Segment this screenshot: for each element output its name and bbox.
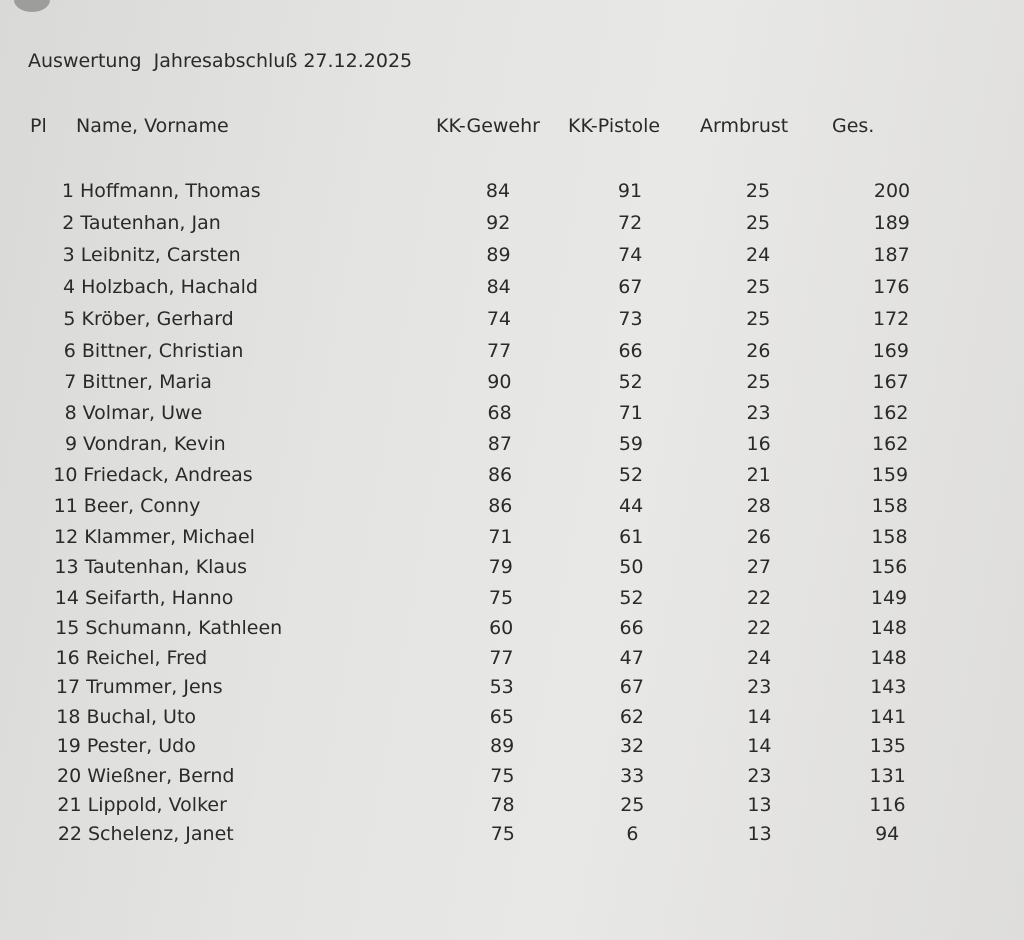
kk-pistole-cell: 44: [619, 495, 644, 517]
kk-pistole-cell: 52: [618, 371, 643, 393]
armbrust-cell: 23: [747, 765, 772, 787]
table-row: [0, 617, 1024, 647]
name-cell: Wießner, Bernd: [87, 765, 235, 787]
total-cell: 158: [871, 495, 908, 517]
name-cell: Beer, Conny: [83, 495, 201, 517]
table-row: [0, 794, 1024, 824]
table-row: [0, 402, 1024, 432]
kk-gewehr-cell: 86: [487, 464, 513, 486]
rank-cell: 20: [57, 765, 82, 787]
rank-cell: 16: [55, 647, 80, 669]
kk-pistole-cell: 25: [620, 794, 645, 816]
table-row: [0, 340, 1024, 370]
kk-gewehr-cell: 89: [486, 244, 511, 266]
kk-gewehr-cell: 71: [488, 526, 513, 548]
armbrust-cell: 23: [746, 402, 771, 424]
name-cell: Buchal, Uto: [86, 706, 197, 728]
total-cell: 143: [870, 676, 907, 698]
name-cell: Klammer, Michael: [84, 526, 255, 548]
total-cell: 131: [869, 765, 906, 787]
armbrust-cell: 25: [746, 371, 771, 393]
table-row: [0, 735, 1024, 765]
table-row: [0, 647, 1024, 677]
armbrust-cell: 25: [745, 180, 771, 202]
table-row: [0, 244, 1024, 274]
armbrust-cell: 22: [746, 587, 772, 609]
rank-cell: 14: [54, 587, 79, 609]
armbrust-cell: 16: [746, 433, 771, 455]
name-cell: Friedack, Andreas: [83, 464, 253, 486]
armbrust-cell: 22: [746, 617, 772, 639]
rank-cell: 19: [56, 735, 81, 757]
kk-pistole-cell: 47: [619, 647, 644, 669]
table-row: [0, 526, 1024, 556]
table-row: [0, 180, 1024, 210]
armbrust-cell: 25: [745, 212, 771, 234]
kk-gewehr-cell: 79: [488, 556, 513, 578]
total-cell: 169: [872, 340, 909, 362]
rank-cell: 10: [53, 464, 78, 486]
kk-pistole-cell: 52: [619, 587, 644, 609]
kk-gewehr-cell: 75: [490, 765, 515, 787]
total-cell: 158: [871, 526, 908, 548]
rank-cell: 1: [61, 180, 74, 202]
name-cell: Bittner, Christian: [81, 340, 244, 362]
table-row: [0, 765, 1024, 795]
kk-gewehr-cell: 87: [487, 433, 512, 455]
rank-cell: 8: [64, 402, 77, 424]
kk-pistole-cell: 66: [618, 340, 643, 362]
table-row: [0, 308, 1024, 338]
table-row: [0, 587, 1024, 617]
armbrust-cell: 26: [746, 340, 771, 362]
table-row: [0, 371, 1024, 401]
header-kk-gewehr: KK-Gewehr: [436, 115, 540, 137]
document-title: Auswertung Jahresabschluß 27.12.2025: [28, 50, 413, 72]
header-total: Ges.: [832, 115, 875, 137]
kk-pistole-cell: 67: [618, 276, 643, 298]
table-row: [0, 676, 1024, 706]
kk-pistole-cell: 73: [618, 308, 643, 330]
name-cell: Trummer, Jens: [86, 676, 223, 698]
kk-pistole-cell: 74: [618, 244, 643, 266]
total-cell: 135: [869, 735, 906, 757]
kk-pistole-cell: 62: [619, 706, 645, 728]
rank-cell: 18: [56, 706, 81, 728]
kk-pistole-cell: 66: [619, 617, 644, 639]
armbrust-cell: 27: [746, 556, 771, 578]
kk-gewehr-cell: 84: [485, 180, 511, 202]
armbrust-cell: 25: [746, 276, 771, 298]
kk-pistole-cell: 61: [619, 526, 644, 548]
header-place: Pl: [30, 115, 47, 137]
table-row: [0, 212, 1024, 242]
total-cell: 172: [872, 308, 910, 330]
armbrust-cell: 14: [747, 706, 772, 728]
total-cell: 148: [870, 647, 907, 669]
kk-pistole-cell: 71: [618, 402, 643, 424]
total-cell: 189: [873, 212, 910, 234]
total-cell: 159: [871, 464, 909, 486]
kk-gewehr-cell: 75: [488, 587, 514, 609]
kk-gewehr-cell: 92: [486, 212, 511, 234]
kk-pistole-cell: 67: [619, 676, 644, 698]
total-cell: 162: [872, 402, 909, 424]
name-cell: Hoffmann, Thomas: [80, 180, 261, 202]
kk-pistole-cell: 52: [618, 464, 644, 486]
total-cell: 176: [873, 276, 910, 298]
kk-pistole-cell: 72: [618, 212, 643, 234]
armbrust-cell: 24: [747, 647, 772, 669]
total-cell: 116: [869, 794, 906, 816]
rank-cell: 17: [55, 676, 81, 698]
armbrust-cell: 13: [747, 823, 772, 845]
name-cell: Tautenhan, Jan: [80, 212, 221, 234]
header-armbrust: Armbrust: [700, 115, 789, 137]
name-cell: Reichel, Fred: [85, 647, 208, 669]
total-cell: 187: [873, 244, 910, 266]
rank-cell: 13: [54, 556, 79, 578]
armbrust-cell: 26: [746, 526, 771, 548]
kk-gewehr-cell: 84: [486, 276, 511, 298]
total-cell: 141: [869, 706, 907, 728]
kk-gewehr-cell: 65: [489, 706, 514, 728]
name-cell: Tautenhan, Klaus: [84, 556, 248, 578]
total-cell: 94: [875, 823, 900, 845]
armbrust-cell: 24: [746, 244, 771, 266]
rank-cell: 3: [62, 244, 75, 266]
armbrust-cell: 21: [746, 464, 771, 486]
kk-pistole-cell: 59: [618, 433, 643, 455]
table-row: [0, 495, 1024, 525]
total-cell: 167: [872, 371, 909, 393]
kk-gewehr-cell: 77: [487, 340, 512, 362]
rank-cell: 12: [54, 526, 79, 548]
armbrust-cell: 23: [747, 676, 772, 698]
name-cell: Schelenz, Janet: [88, 823, 234, 845]
armbrust-cell: 13: [747, 794, 772, 816]
total-cell: 149: [870, 587, 908, 609]
header-name: Name, Vorname: [76, 115, 229, 137]
table-row: [0, 556, 1024, 586]
name-cell: Bittner, Maria: [82, 371, 212, 393]
kk-gewehr-cell: 60: [489, 617, 514, 639]
table-row: [0, 823, 1024, 853]
kk-gewehr-cell: 68: [487, 402, 512, 424]
armbrust-cell: 28: [746, 495, 771, 517]
kk-gewehr-cell: 90: [487, 371, 512, 393]
total-cell: 148: [870, 617, 907, 639]
name-cell: Volmar, Uwe: [82, 402, 203, 424]
kk-gewehr-cell: 75: [490, 823, 515, 845]
rank-cell: 2: [62, 212, 75, 234]
name-cell: Kröber, Gerhard: [81, 308, 234, 330]
name-cell: Leibnitz, Carsten: [80, 244, 241, 266]
table-row: [0, 464, 1024, 494]
kk-gewehr-cell: 86: [488, 495, 513, 517]
kk-gewehr-cell: 53: [489, 676, 514, 698]
armbrust-cell: 14: [747, 735, 772, 757]
rank-cell: 9: [64, 433, 78, 455]
kk-gewehr-cell: 89: [490, 735, 515, 757]
name-cell: Vondran, Kevin: [83, 433, 226, 455]
name-cell: Pester, Udo: [86, 735, 196, 757]
kk-gewehr-cell: 77: [489, 647, 514, 669]
armbrust-cell: 25: [746, 308, 771, 330]
kk-pistole-cell: 33: [620, 765, 645, 787]
rank-cell: 15: [55, 617, 80, 639]
total-cell: 156: [871, 556, 908, 578]
header-kk-pistole: KK-Pistole: [568, 115, 661, 137]
name-cell: Seifarth, Hanno: [84, 587, 234, 609]
name-cell: Schumann, Kathleen: [85, 617, 283, 639]
rank-cell: 6: [63, 340, 76, 362]
total-cell: 200: [873, 180, 911, 202]
kk-gewehr-cell: 74: [486, 308, 511, 330]
kk-pistole-cell: 32: [619, 735, 645, 757]
name-cell: Holzbach, Hachald: [81, 276, 258, 298]
rank-cell: 5: [63, 308, 76, 330]
table-row: [0, 276, 1024, 306]
rank-cell: 21: [57, 794, 82, 816]
name-cell: Lippold, Volker: [87, 794, 227, 816]
kk-pistole-cell: 50: [619, 556, 644, 578]
kk-gewehr-cell: 78: [490, 794, 515, 816]
table-row: [0, 706, 1024, 736]
total-cell: 162: [872, 433, 909, 455]
rank-cell: 11: [53, 495, 78, 517]
rank-cell: 22: [57, 823, 82, 845]
kk-pistole-cell: 6: [626, 823, 639, 845]
table-row: [0, 433, 1024, 463]
rank-cell: 4: [63, 276, 76, 298]
rank-cell: 7: [64, 371, 77, 393]
kk-pistole-cell: 91: [617, 180, 643, 202]
